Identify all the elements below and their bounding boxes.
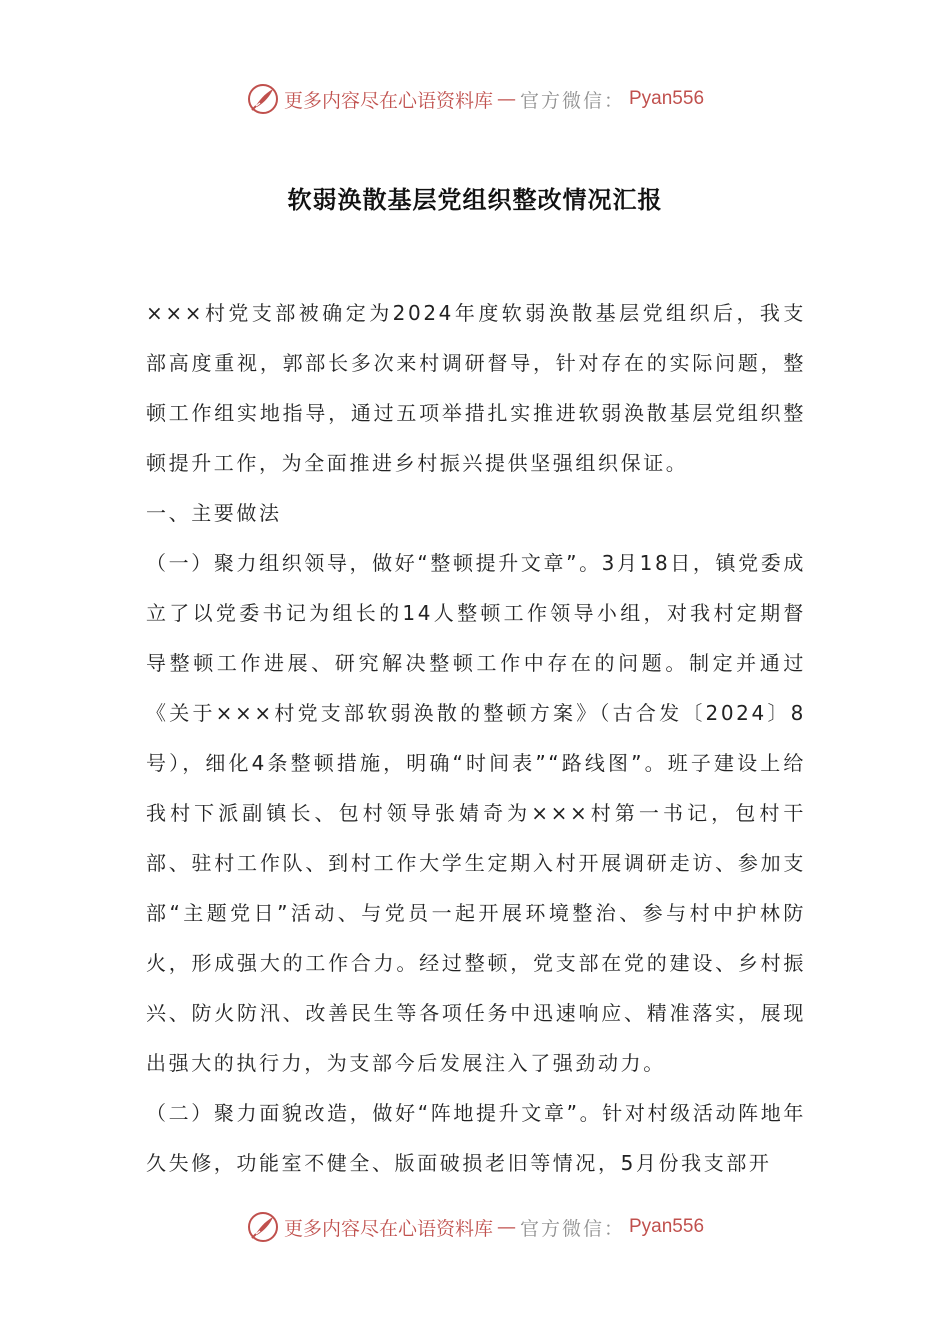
- paragraph-item-2: （二）聚力面貌改造，做好“阵地提升文章”。针对村级活动阵地年久失修，功能室不健全、版面破损老旧等情况，5月份我支部开: [146, 1101, 806, 1175]
- watermark-label: 官方微信：: [519, 89, 625, 112]
- watermark-text: 更多内容尽在心语资料库: [283, 89, 493, 112]
- watermark-id: Pyan556: [629, 88, 705, 109]
- quill-pen-logo-icon: [246, 1210, 280, 1244]
- document-title: 软弱涣散基层党组织整改情况汇报: [287, 185, 663, 214]
- watermark-header: [0, 82, 950, 116]
- watermark-id: Pyan556: [629, 1216, 705, 1237]
- section-heading: 一、主要做法: [146, 501, 282, 525]
- paragraph-intro: ×××村党支部被确定为2024年度软弱涣散基层党组织后，我支部高度重视，郭部长多次来村调研督导，针对存在的实际问题，整顿工作组实地指导，通过五项举措扎实推进软弱涣散基层党组织整顿提升工作，为全面推进乡村振兴提供坚强组织保证。: [146, 301, 806, 475]
- paragraph-item-1: （一）聚力组织领导，做好“整顿提升文章”。3月18日，镇党委成立了以党委书记为组长的14人整顿工作领导小组，对我村定期督导整顿工作进展、研究解决整顿工作中存在的问题。制定并通过《关于×××村党支部软弱涣散的整顿方案》（古合发〔2024〕8号），细化4条整顿措施，明确“时间表”“路线图”。班子建设上给我村下派副镇长、包村领导张婧奇为×××村第一书记，包村干部、驻村工作队、到村工作大学生定期入村开展调研走访、参加支部“主题党日”活动、与党员一起开展环境整治、参与村中护林防火，形成强大的工作合力。经过整顿，党支部在党的建设、乡村振兴、防火防汛、改善民生等各项任务中迅速响应、精准落实，展现出强大的执行力，为支部今后发展注入了强劲动力。: [146, 551, 806, 1075]
- watermark-separator: —: [496, 88, 516, 110]
- watermark-separator: —: [496, 1216, 516, 1238]
- watermark-footer: [0, 1210, 950, 1244]
- quill-pen-logo-icon: [246, 82, 280, 116]
- watermark-text: 更多内容尽在心语资料库: [283, 1217, 493, 1240]
- document-body: [146, 288, 806, 1188]
- watermark-label: 官方微信：: [519, 1217, 625, 1240]
